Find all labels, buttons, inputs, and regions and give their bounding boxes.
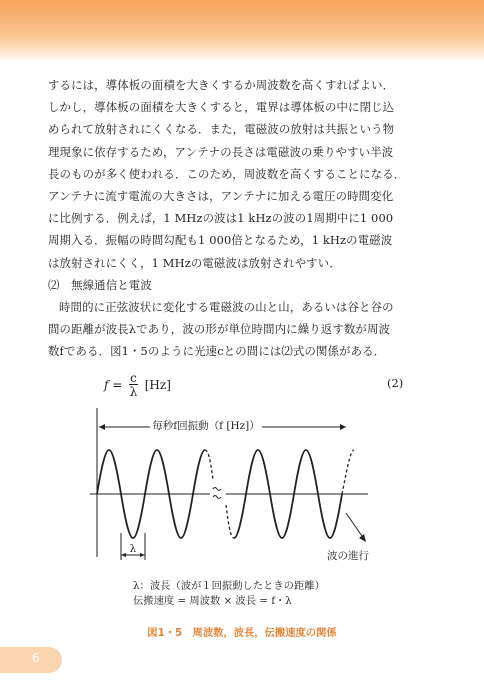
body-line: 周期入る．振幅の時間勾配も1 000倍となるため，1 kHzの電磁波 (48, 233, 393, 248)
wavelength-arrow-left-head (121, 553, 126, 557)
body-line: 理現象に依存するため，アンテナの長さは電磁波の乗りやすい半波 (48, 144, 394, 159)
figure-notes (133, 579, 325, 608)
wavelength-label: λ (129, 543, 137, 555)
wave-left-dashed (205, 450, 213, 480)
formula-equals: = (112, 378, 123, 392)
body-line: に比例する．例えば，1 MHzの波は1 kHzの波の1周期中に1 000 (48, 211, 394, 226)
section-heading: ⑵ 無線通信と電波 (48, 277, 152, 292)
note-propagation-speed: 伝搬速度 = 周波数 × 波長 = f・λ (133, 594, 292, 607)
wave-diagram (0, 405, 484, 570)
body-line: アンテナに流す電流の大きさは，アンテナに加える電圧の時間変化 (48, 188, 394, 203)
formula-numerator: c (130, 371, 137, 385)
body-line: しかし，導体板の面積を大きくすると，電界は導体板の中に閉じ込 (48, 100, 395, 115)
page-number: 6 (32, 651, 40, 665)
formula-fraction (129, 372, 138, 399)
header-band (0, 0, 484, 62)
formula-denominator: λ (129, 385, 138, 399)
body-line: 時間的に正弦波状に変化する電磁波の山と山，あるいは谷と谷の (59, 299, 394, 314)
body-line: は放射されにくく，1 MHzの電磁波は放射されやすい． (48, 255, 341, 270)
body-line: 長のものが多く使われる．このため，周波数を高くすることになる． (48, 166, 406, 181)
frequency-arrow-left-head (99, 424, 105, 430)
formula (104, 372, 171, 399)
figure-caption: 図1・5 周波数，波長，伝搬速度の関係 (147, 627, 337, 639)
frequency-arrow-right-head (340, 424, 346, 430)
body-line: 数fである．図1・5のように光速cとの間には⑵式の関係がある． (48, 344, 386, 359)
equation-number: (2) (387, 376, 404, 390)
progress-arrow (346, 513, 364, 539)
body-line: するには，導体板の面積を大きくするか周波数を高くすればよい． (48, 78, 395, 92)
wave-right-dashed (226, 505, 234, 538)
progress-label: 波の進行 (327, 550, 369, 562)
note-wavelength: λ：波長（波が１回振動したときの距離） (133, 580, 325, 592)
body-text (48, 74, 418, 362)
formula-lhs: f (104, 378, 109, 392)
wave-tail-dashed (342, 450, 354, 494)
formula-unit: [Hz] (144, 378, 171, 392)
axis-break-mark (213, 488, 221, 499)
body-line: 間の距離が波長λであり，波の形が単位時間内に繰り返す数が周波 (48, 322, 391, 337)
wavelength-arrow-right-head (140, 553, 145, 557)
progress-arrow-head (359, 534, 366, 542)
body-line: められて放射されにくくなる．また，電磁波の放射は共振という物 (48, 122, 395, 137)
page-number-tab (0, 647, 62, 673)
frequency-label: 毎秒f回振動（f [Hz]） (152, 420, 260, 432)
